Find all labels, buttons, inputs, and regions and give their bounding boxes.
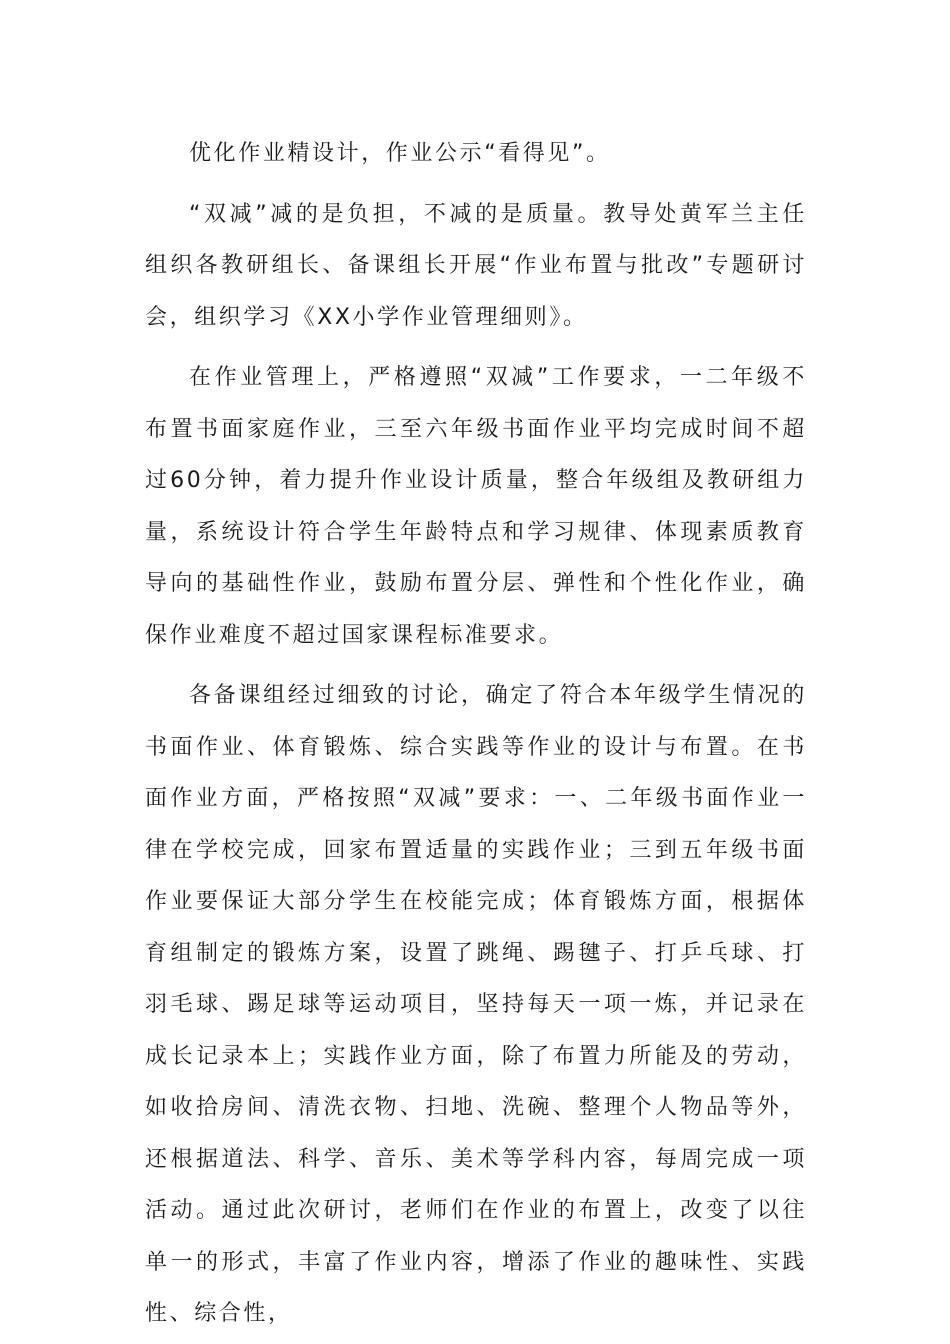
paragraph-heading: 优化作业精设计，作业公示“看得见”。 <box>189 141 611 166</box>
paragraph-shuangjian-intro: “双减”减的是负担，不减的是质量。教导处黄军兰主任组织各教研组长、备课组长开展“作业布置与批改”专题研讨会，组织学习《XX小学作业管理细则》。 <box>145 201 807 330</box>
document-body <box>145 128 807 1340</box>
paragraph-homework-design: 各备课组经过细致的讨论，确定了符合本年级学生情况的书面作业、体育锻炼、综合实践等作业的设计与布置。在书面作业方面，严格按照“双减”要求：一、二年级书面作业一律在学校完成，回家布置适量的实践作业；三到五年级书面作业要保证大部分学生在校能完成；体育锻炼方面，根据体育组制定的锻炼方案，设置了跳绳、踢毽子、打乒乓球、打羽毛球、踢足球等运动项目，坚持每天一项一炼，并记录在成长记录本上；实践作业方面，除了布置力所能及的劳动，如收拾房间、清洗衣物、扫地、洗碗、整理个人物品等外，还根据道法、科学、音乐、美术等学科内容，每周完成一项活动。通过此次研讨，老师们在作业的布置上，改变了以往单一的形式，丰富了作业内容，增添了作业的趣味性、实践性、综合性， <box>145 683 807 1326</box>
paragraph-homework-management: 在作业管理上，严格遵照“双减”工作要求，一二年级不布置书面家庭作业，三至六年级书面作业平均完成时间不超过60分钟，着力提升作业设计质量，整合年级组及教研组力量，系统设计符合学生年龄特点和学习规律、体现素质教育导向的基础性作业，鼓励布置分层、弹性和个性化作业，确保作业难度不超过国家课程标准要求。 <box>145 365 807 648</box>
